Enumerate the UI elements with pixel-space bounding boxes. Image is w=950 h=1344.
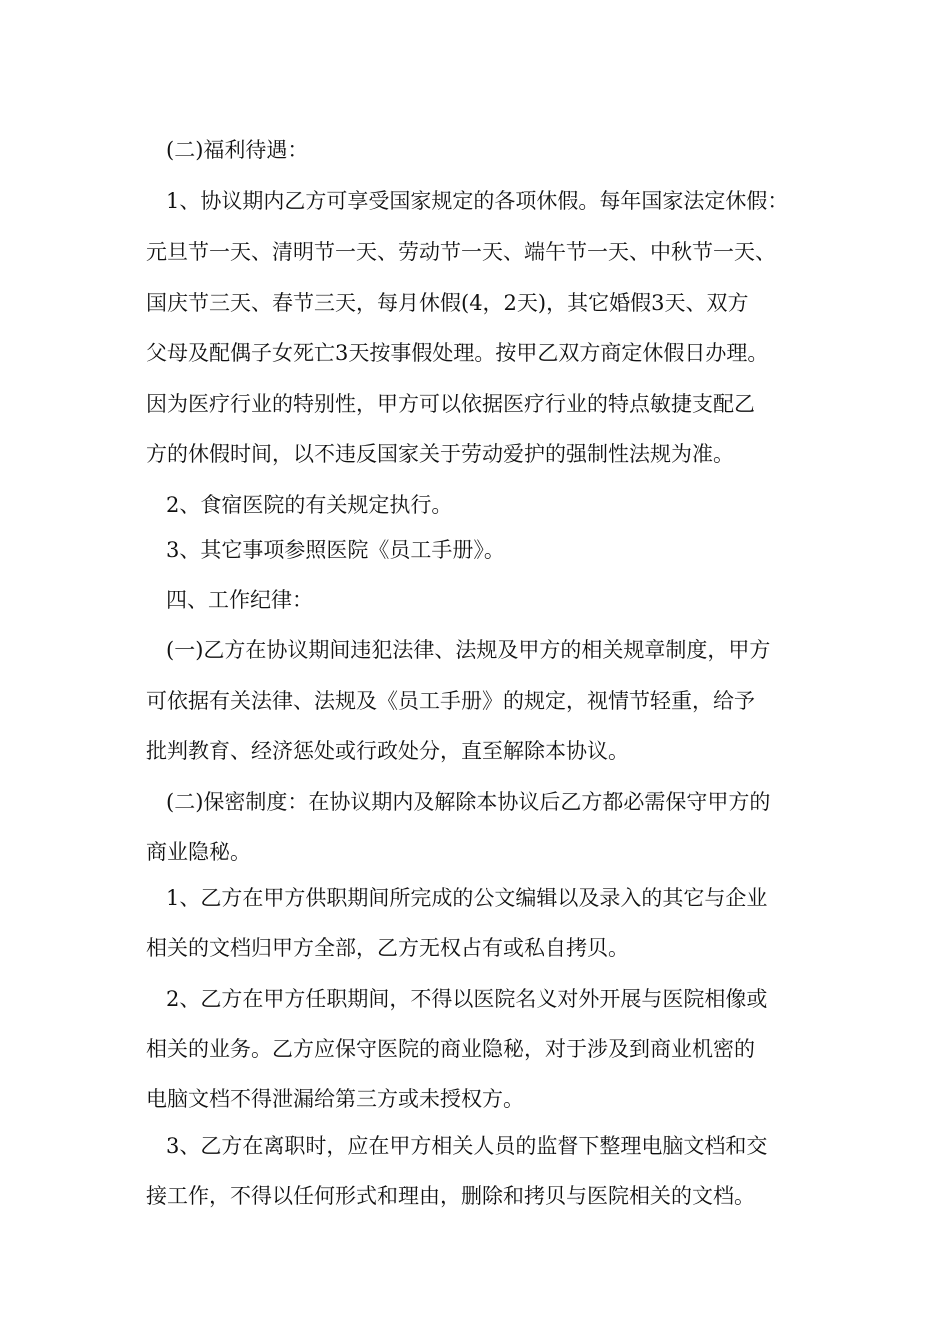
paragraph-line — [0, 327, 950, 379]
line-text: 四、工作纪律： — [166, 588, 313, 612]
line-text: 2、乙方在甲方任职期间，不得以医院名义对外开展与医院相像或 — [166, 987, 768, 1011]
line-text: 父母及配偶子女死亡3天按事假处理。按甲乙双方商定休假日办理。 — [146, 341, 769, 365]
line-text: 批判教育、经济惩处或行政处分，直至解除本协议。 — [146, 739, 629, 763]
paragraph-line — [0, 1170, 950, 1222]
paragraph-line — [0, 973, 950, 1025]
paragraph-line — [0, 624, 950, 676]
line-text: (一)乙方在协议期间违犯法律、法规及甲方的相关规章制度，甲方 — [166, 638, 771, 662]
line-text: 3、其它事项参照医院《员工手册》。 — [166, 538, 505, 562]
paragraph-line — [0, 175, 950, 227]
paragraph-line — [0, 1073, 950, 1125]
line-text: 可依据有关法律、法规及《员工手册》的规定，视情节轻重，给予 — [146, 689, 755, 713]
line-text: (二)福利待遇： — [166, 138, 309, 162]
line-text: 因为医疗行业的特别性，甲方可以依据医疗行业的特点敏捷支配乙 — [146, 392, 755, 416]
line-text: 相关的业务。乙方应保守医院的商业隐秘，对于涉及到商业机密的 — [146, 1037, 755, 1061]
paragraph-line — [0, 277, 950, 329]
line-text: 国庆节三天、春节三天，每月休假(4，2天)，其它婚假3天、双方 — [146, 291, 749, 315]
paragraph-line — [0, 1023, 950, 1075]
paragraph-line — [0, 428, 950, 480]
line-text: 接工作，不得以任何形式和理由，删除和拷贝与医院相关的文档。 — [146, 1184, 755, 1208]
line-text: 2、食宿医院的有关规定执行。 — [166, 493, 453, 517]
paragraph-line — [0, 226, 950, 278]
line-text: 1、乙方在甲方供职期间所完成的公文编辑以及录入的其它与企业 — [166, 886, 768, 910]
line-text: (二)保密制度：在协议期内及解除本协议后乙方都必需保守甲方的 — [166, 790, 771, 814]
paragraph-line — [0, 524, 950, 576]
section-heading-discipline — [0, 574, 950, 626]
line-text: 方的休假时间，以不违反国家关于劳动爱护的强制性法规为准。 — [146, 442, 734, 466]
paragraph-line — [0, 922, 950, 974]
paragraph-line — [0, 675, 950, 727]
paragraph-line — [0, 1120, 950, 1172]
paragraph-line — [0, 826, 950, 878]
line-text: 电脑文档不得泄漏给第三方或未授权方。 — [146, 1087, 524, 1111]
line-text: 3、乙方在离职时，应在甲方相关人员的监督下整理电脑文档和交 — [166, 1134, 768, 1158]
paragraph-line — [0, 776, 950, 828]
paragraph-line — [0, 378, 950, 430]
line-text: 元旦节一天、清明节一天、劳动节一天、端午节一天、中秋节一天、 — [146, 240, 776, 264]
paragraph-line — [0, 725, 950, 777]
line-text: 相关的文档归甲方全部，乙方无权占有或私自拷贝。 — [146, 936, 629, 960]
paragraph-line — [0, 872, 950, 924]
line-text: 1、协议期内乙方可享受国家规定的各项休假。每年国家法定休假： — [166, 189, 789, 213]
subsection-heading-welfare — [0, 124, 950, 176]
line-text: 商业隐秘。 — [146, 840, 251, 864]
